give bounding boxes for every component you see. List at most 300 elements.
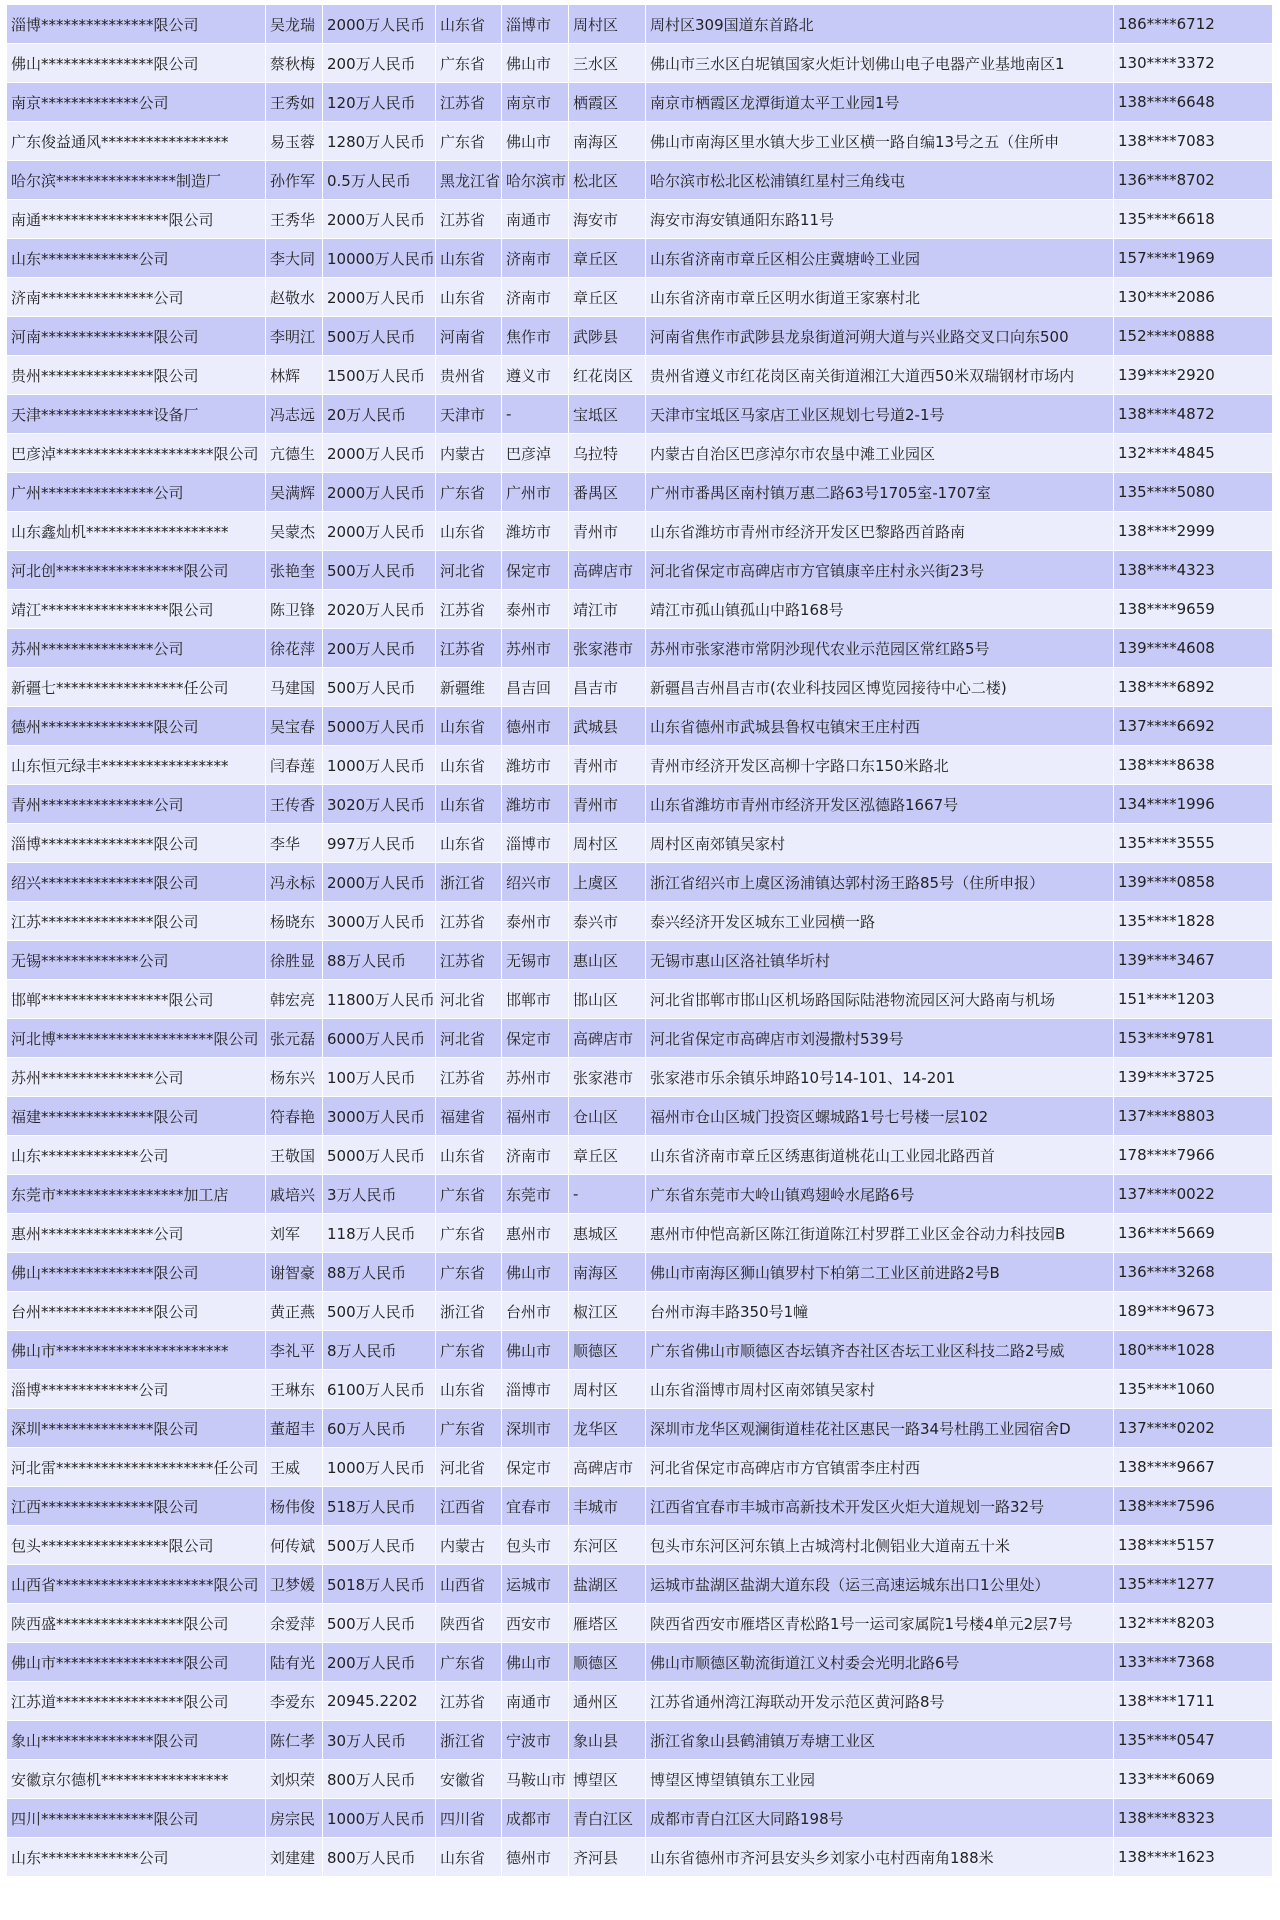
company-name-cell: 河南***************限公司 [7, 317, 266, 356]
phone-cell: 132****4845 [1114, 434, 1273, 473]
province-cell: 黑龙江省 [436, 161, 502, 200]
company-name-cell: 新疆七*****************任公司 [7, 668, 266, 707]
province-cell: 河北省 [436, 1448, 502, 1487]
contact-name-cell: 李爱东 [266, 1682, 323, 1721]
district-cell: 盐湖区 [569, 1565, 646, 1604]
contact-name-cell: 冯永标 [266, 863, 323, 902]
registered-capital-cell: 6000万人民币 [323, 1019, 436, 1058]
table-row [7, 980, 1273, 1019]
province-cell: 河北省 [436, 1019, 502, 1058]
phone-cell: 178****7966 [1114, 1136, 1273, 1175]
company-name-cell: 山东*************公司 [7, 1838, 266, 1877]
contact-name-cell: 余爱萍 [266, 1604, 323, 1643]
province-cell: 广东省 [436, 1643, 502, 1682]
registered-capital-cell: 2000万人民币 [323, 278, 436, 317]
registered-capital-cell: 88万人民币 [323, 1253, 436, 1292]
company-name-cell: 苏州***************公司 [7, 629, 266, 668]
table-row [7, 1019, 1273, 1058]
city-cell: 运城市 [502, 1565, 569, 1604]
province-cell: 安徽省 [436, 1760, 502, 1799]
province-cell: 浙江省 [436, 1292, 502, 1331]
contact-name-cell: 陈仁孝 [266, 1721, 323, 1760]
registered-capital-cell: 8万人民币 [323, 1331, 436, 1370]
city-cell: 佛山市 [502, 1643, 569, 1682]
table-row [7, 1487, 1273, 1526]
address-cell: 山东省济南市章丘区相公庄冀塘岭工业园 [646, 239, 1114, 278]
company-name-cell: 河北博*********************限公司 [7, 1019, 266, 1058]
address-cell: 新疆昌吉州昌吉市(农业科技园区博览园接待中心二楼) [646, 668, 1114, 707]
district-cell: 番禺区 [569, 473, 646, 512]
province-cell: 山东省 [436, 239, 502, 278]
phone-cell: 133****6069 [1114, 1760, 1273, 1799]
address-cell: 周村区309国道东首路北 [646, 5, 1114, 44]
company-name-cell: 南通*****************限公司 [7, 200, 266, 239]
table-row [7, 1682, 1273, 1721]
province-cell: 内蒙古 [436, 1526, 502, 1565]
address-cell: 博望区博望镇镇东工业园 [646, 1760, 1114, 1799]
contact-name-cell: 林辉 [266, 356, 323, 395]
phone-cell: 135****1828 [1114, 902, 1273, 941]
city-cell: 惠州市 [502, 1214, 569, 1253]
table-row [7, 1643, 1273, 1682]
contact-name-cell: 杨东兴 [266, 1058, 323, 1097]
registered-capital-cell: 997万人民币 [323, 824, 436, 863]
registered-capital-cell: 10000万人民币 [323, 239, 436, 278]
phone-cell: 138****6648 [1114, 83, 1273, 122]
table-row [7, 668, 1273, 707]
registered-capital-cell: 500万人民币 [323, 551, 436, 590]
table-body [7, 5, 1273, 1877]
table-row [7, 629, 1273, 668]
province-cell: 广东省 [436, 473, 502, 512]
city-cell: 包头市 [502, 1526, 569, 1565]
phone-cell: 137****0202 [1114, 1409, 1273, 1448]
province-cell: 山东省 [436, 1136, 502, 1175]
city-cell: 佛山市 [502, 44, 569, 83]
contact-name-cell: 符春艳 [266, 1097, 323, 1136]
phone-cell: 132****8203 [1114, 1604, 1273, 1643]
city-cell: 台州市 [502, 1292, 569, 1331]
registered-capital-cell: 5000万人民币 [323, 1136, 436, 1175]
city-cell: 邯郸市 [502, 980, 569, 1019]
company-name-cell: 江西***************限公司 [7, 1487, 266, 1526]
registered-capital-cell: 2000万人民币 [323, 5, 436, 44]
table-row [7, 824, 1273, 863]
company-name-cell: 贵州***************限公司 [7, 356, 266, 395]
company-name-cell: 南京*************公司 [7, 83, 266, 122]
registered-capital-cell: 800万人民币 [323, 1760, 436, 1799]
registered-capital-cell: 60万人民币 [323, 1409, 436, 1448]
city-cell: 苏州市 [502, 1058, 569, 1097]
district-cell: 雁塔区 [569, 1604, 646, 1643]
phone-cell: 139****0858 [1114, 863, 1273, 902]
contact-name-cell: 黄正燕 [266, 1292, 323, 1331]
registered-capital-cell: 500万人民币 [323, 317, 436, 356]
address-cell: 浙江省象山县鹤浦镇万寿塘工业区 [646, 1721, 1114, 1760]
district-cell: 红花岗区 [569, 356, 646, 395]
registered-capital-cell: 2000万人民币 [323, 512, 436, 551]
company-name-cell: 苏州***************公司 [7, 1058, 266, 1097]
registered-capital-cell: 500万人民币 [323, 668, 436, 707]
registered-capital-cell: 6100万人民币 [323, 1370, 436, 1409]
table-row [7, 1370, 1273, 1409]
district-cell: 乌拉特 [569, 434, 646, 473]
district-cell: 张家港市 [569, 629, 646, 668]
phone-cell: 137****0022 [1114, 1175, 1273, 1214]
city-cell: 济南市 [502, 278, 569, 317]
table-row [7, 1097, 1273, 1136]
registered-capital-cell: 100万人民币 [323, 1058, 436, 1097]
district-cell: 栖霞区 [569, 83, 646, 122]
contact-name-cell: 孙作军 [266, 161, 323, 200]
phone-cell: 138****8638 [1114, 746, 1273, 785]
province-cell: 广东省 [436, 44, 502, 83]
province-cell: 广东省 [436, 1409, 502, 1448]
district-cell: 周村区 [569, 5, 646, 44]
phone-cell: 138****9659 [1114, 590, 1273, 629]
company-name-cell: 佛山市*****************限公司 [7, 1643, 266, 1682]
province-cell: 广东省 [436, 1331, 502, 1370]
registered-capital-cell: 20万人民币 [323, 395, 436, 434]
address-cell: 广州市番禺区南村镇万惠二路63号1705室-1707室 [646, 473, 1114, 512]
address-cell: 福州市仓山区城门投资区螺城路1号七号楼一层102 [646, 1097, 1114, 1136]
address-cell: 靖江市孤山镇孤山中路168号 [646, 590, 1114, 629]
company-name-cell: 河北雷*********************任公司 [7, 1448, 266, 1487]
phone-cell: 139****3725 [1114, 1058, 1273, 1097]
address-cell: 河北省保定市高碑店市方官镇康辛庄村永兴街23号 [646, 551, 1114, 590]
city-cell: 潍坊市 [502, 512, 569, 551]
table-row [7, 473, 1273, 512]
city-cell: 宁波市 [502, 1721, 569, 1760]
phone-cell: 139****2920 [1114, 356, 1273, 395]
table-row [7, 1175, 1273, 1214]
district-cell: 三水区 [569, 44, 646, 83]
contact-name-cell: 王秀如 [266, 83, 323, 122]
phone-cell: 138****5157 [1114, 1526, 1273, 1565]
phone-cell: 189****9673 [1114, 1292, 1273, 1331]
address-cell: 成都市青白江区大同路198号 [646, 1799, 1114, 1838]
phone-cell: 138****1711 [1114, 1682, 1273, 1721]
registered-capital-cell: 3020万人民币 [323, 785, 436, 824]
table-row [7, 395, 1273, 434]
company-name-cell: 青州***************公司 [7, 785, 266, 824]
contact-name-cell: 蔡秋梅 [266, 44, 323, 83]
address-cell: 佛山市三水区白坭镇国家火炬计划佛山电子电器产业基地南区1 [646, 44, 1114, 83]
city-cell: 绍兴市 [502, 863, 569, 902]
address-cell: 河北省保定市高碑店市刘漫撒村539号 [646, 1019, 1114, 1058]
district-cell: 南海区 [569, 122, 646, 161]
province-cell: 广东省 [436, 122, 502, 161]
district-cell: 邯山区 [569, 980, 646, 1019]
district-cell: 上虞区 [569, 863, 646, 902]
district-cell: 高碑店市 [569, 551, 646, 590]
district-cell: 青州市 [569, 785, 646, 824]
registered-capital-cell: 1000万人民币 [323, 1448, 436, 1487]
phone-cell: 153****9781 [1114, 1019, 1273, 1058]
contact-name-cell: 房宗民 [266, 1799, 323, 1838]
city-cell: 泰州市 [502, 590, 569, 629]
city-cell: 遵义市 [502, 356, 569, 395]
contact-name-cell: 刘军 [266, 1214, 323, 1253]
address-cell: 山东省淄博市周村区南郊镇吴家村 [646, 1370, 1114, 1409]
company-name-cell: 德州***************限公司 [7, 707, 266, 746]
phone-cell: 137****6692 [1114, 707, 1273, 746]
city-cell: 淄博市 [502, 824, 569, 863]
registered-capital-cell: 518万人民币 [323, 1487, 436, 1526]
city-cell: 马鞍山市 [502, 1760, 569, 1799]
district-cell: 通州区 [569, 1682, 646, 1721]
company-name-cell: 象山***************限公司 [7, 1721, 266, 1760]
company-name-cell: 济南***************公司 [7, 278, 266, 317]
phone-cell: 180****1028 [1114, 1331, 1273, 1370]
registered-capital-cell: 1500万人民币 [323, 356, 436, 395]
province-cell: 山东省 [436, 707, 502, 746]
district-cell: 青州市 [569, 512, 646, 551]
address-cell: 天津市宝坻区马家店工业区规划七号道2-1号 [646, 395, 1114, 434]
table-row [7, 1253, 1273, 1292]
province-cell: 山东省 [436, 785, 502, 824]
address-cell: 江西省宜春市丰城市高新技术开发区火炬大道规划一路32号 [646, 1487, 1114, 1526]
company-name-cell: 福建***************限公司 [7, 1097, 266, 1136]
province-cell: 四川省 [436, 1799, 502, 1838]
province-cell: 江苏省 [436, 629, 502, 668]
province-cell: 江苏省 [436, 1682, 502, 1721]
company-name-cell: 深圳***************限公司 [7, 1409, 266, 1448]
phone-cell: 130****3372 [1114, 44, 1273, 83]
phone-cell: 138****7083 [1114, 122, 1273, 161]
district-cell: 靖江市 [569, 590, 646, 629]
province-cell: 河北省 [436, 980, 502, 1019]
contact-name-cell: 王琳东 [266, 1370, 323, 1409]
table-row [7, 434, 1273, 473]
table-row [7, 278, 1273, 317]
phone-cell: 135****1277 [1114, 1565, 1273, 1604]
company-name-cell: 山东恒元绿丰***************** [7, 746, 266, 785]
city-cell: 成都市 [502, 1799, 569, 1838]
company-name-cell: 淄博***************限公司 [7, 5, 266, 44]
address-cell: 江苏省通州湾江海联动开发示范区黄河路8号 [646, 1682, 1114, 1721]
phone-cell: 135****0547 [1114, 1721, 1273, 1760]
province-cell: 江苏省 [436, 1058, 502, 1097]
city-cell: 南通市 [502, 200, 569, 239]
province-cell: 山东省 [436, 746, 502, 785]
province-cell: 江苏省 [436, 200, 502, 239]
district-cell: 海安市 [569, 200, 646, 239]
address-cell: 山东省济南市章丘区绣惠街道桃花山工业园北路西首 [646, 1136, 1114, 1175]
contact-name-cell: 杨伟俊 [266, 1487, 323, 1526]
phone-cell: 151****1203 [1114, 980, 1273, 1019]
registered-capital-cell: 1280万人民币 [323, 122, 436, 161]
contact-name-cell: 王敬国 [266, 1136, 323, 1175]
address-cell: 惠州市仲恺高新区陈江街道陈江村罗群工业区金谷动力科技园B [646, 1214, 1114, 1253]
registered-capital-cell: 2000万人民币 [323, 863, 436, 902]
city-cell: 德州市 [502, 707, 569, 746]
table-row [7, 941, 1273, 980]
province-cell: 山西省 [436, 1565, 502, 1604]
company-name-cell: 淄博*************公司 [7, 1370, 266, 1409]
address-cell: 陕西省西安市雁塔区青松路1号一运司家属院1号楼4单元2层7号 [646, 1604, 1114, 1643]
table-row [7, 512, 1273, 551]
registered-capital-cell: 200万人民币 [323, 44, 436, 83]
city-cell: 焦作市 [502, 317, 569, 356]
company-name-cell: 陕西盛*****************限公司 [7, 1604, 266, 1643]
city-cell: - [502, 395, 569, 434]
registered-capital-cell: 1000万人民币 [323, 1799, 436, 1838]
company-name-cell: 江苏***************限公司 [7, 902, 266, 941]
phone-cell: 186****6712 [1114, 5, 1273, 44]
phone-cell: 136****3268 [1114, 1253, 1273, 1292]
city-cell: 佛山市 [502, 122, 569, 161]
district-cell: 张家港市 [569, 1058, 646, 1097]
district-cell: 丰城市 [569, 1487, 646, 1526]
company-name-cell: 江苏道*****************限公司 [7, 1682, 266, 1721]
registered-capital-cell: 3万人民币 [323, 1175, 436, 1214]
contact-name-cell: 王威 [266, 1448, 323, 1487]
registered-capital-cell: 0.5万人民币 [323, 161, 436, 200]
table-row [7, 590, 1273, 629]
province-cell: 江苏省 [436, 902, 502, 941]
table-row [7, 746, 1273, 785]
phone-cell: 138****6892 [1114, 668, 1273, 707]
contact-name-cell: 亢德生 [266, 434, 323, 473]
registered-capital-cell: 5000万人民币 [323, 707, 436, 746]
contact-name-cell: 陈卫锋 [266, 590, 323, 629]
company-name-cell: 佛山***************限公司 [7, 1253, 266, 1292]
address-cell: 广东省东莞市大岭山镇鸡翅岭水尾路6号 [646, 1175, 1114, 1214]
company-name-cell: 山东鑫灿机******************* [7, 512, 266, 551]
city-cell: 广州市 [502, 473, 569, 512]
province-cell: 广东省 [436, 1253, 502, 1292]
province-cell: 内蒙古 [436, 434, 502, 473]
contact-name-cell: 卫梦媛 [266, 1565, 323, 1604]
province-cell: 河北省 [436, 551, 502, 590]
province-cell: 广东省 [436, 1175, 502, 1214]
table-row [7, 83, 1273, 122]
phone-cell: 135****1060 [1114, 1370, 1273, 1409]
province-cell: 浙江省 [436, 1721, 502, 1760]
registered-capital-cell: 2020万人民币 [323, 590, 436, 629]
company-name-cell: 无锡*************公司 [7, 941, 266, 980]
address-cell: 佛山市南海区狮山镇罗村下柏第二工业区前进路2号B [646, 1253, 1114, 1292]
city-cell: 福州市 [502, 1097, 569, 1136]
table-row [7, 1721, 1273, 1760]
city-cell: 保定市 [502, 551, 569, 590]
district-cell: 武城县 [569, 707, 646, 746]
company-name-cell: 淄博***************限公司 [7, 824, 266, 863]
district-cell: 宝坻区 [569, 395, 646, 434]
registered-capital-cell: 200万人民币 [323, 1643, 436, 1682]
contact-name-cell: 杨晓东 [266, 902, 323, 941]
district-cell: 椒江区 [569, 1292, 646, 1331]
city-cell: 佛山市 [502, 1253, 569, 1292]
contact-name-cell: 张元磊 [266, 1019, 323, 1058]
city-cell: 昌吉回 [502, 668, 569, 707]
address-cell: 南京市栖霞区龙潭街道太平工业园1号 [646, 83, 1114, 122]
province-cell: 山东省 [436, 512, 502, 551]
registered-capital-cell: 2000万人民币 [323, 434, 436, 473]
city-cell: 佛山市 [502, 1331, 569, 1370]
district-cell: 惠城区 [569, 1214, 646, 1253]
city-cell: 德州市 [502, 1838, 569, 1877]
contact-name-cell: 吴满辉 [266, 473, 323, 512]
table-row [7, 1448, 1273, 1487]
table-row [7, 863, 1273, 902]
contact-name-cell: 谢智豪 [266, 1253, 323, 1292]
city-cell: 哈尔滨市 [502, 161, 569, 200]
address-cell: 河南省焦作市武陟县龙泉街道河朔大道与兴业路交叉口向东500 [646, 317, 1114, 356]
company-name-cell: 安徽京尔德机***************** [7, 1760, 266, 1799]
province-cell: 山东省 [436, 1838, 502, 1877]
table-row [7, 5, 1273, 44]
table-row [7, 1526, 1273, 1565]
contact-name-cell: 李华 [266, 824, 323, 863]
district-cell: 高碑店市 [569, 1448, 646, 1487]
province-cell: 山东省 [436, 824, 502, 863]
district-cell: 章丘区 [569, 239, 646, 278]
province-cell: 新疆维 [436, 668, 502, 707]
phone-cell: 139****4608 [1114, 629, 1273, 668]
company-name-cell: 山西省*********************限公司 [7, 1565, 266, 1604]
company-name-cell: 绍兴***************限公司 [7, 863, 266, 902]
table-row [7, 356, 1273, 395]
address-cell: 山东省德州市武城县鲁权屯镇宋王庄村西 [646, 707, 1114, 746]
contact-name-cell: 吴蒙杰 [266, 512, 323, 551]
city-cell: 苏州市 [502, 629, 569, 668]
address-cell: 内蒙古自治区巴彦淖尔市农垦中滩工业园区 [646, 434, 1114, 473]
district-cell: 顺德区 [569, 1643, 646, 1682]
province-cell: 福建省 [436, 1097, 502, 1136]
province-cell: 山东省 [436, 1370, 502, 1409]
company-name-cell: 四川***************限公司 [7, 1799, 266, 1838]
city-cell: 淄博市 [502, 1370, 569, 1409]
contact-name-cell: 张艳奎 [266, 551, 323, 590]
phone-cell: 138****8323 [1114, 1799, 1273, 1838]
city-cell: 东莞市 [502, 1175, 569, 1214]
city-cell: 保定市 [502, 1448, 569, 1487]
company-name-cell: 邯郸*****************限公司 [7, 980, 266, 1019]
company-name-cell: 佛山***************限公司 [7, 44, 266, 83]
phone-cell: 135****3555 [1114, 824, 1273, 863]
address-cell: 青州市经济开发区高柳十字路口东150米路北 [646, 746, 1114, 785]
table-row [7, 1604, 1273, 1643]
company-name-cell: 佛山市*********************** [7, 1331, 266, 1370]
table-row [7, 1292, 1273, 1331]
registered-capital-cell: 120万人民币 [323, 83, 436, 122]
city-cell: 济南市 [502, 239, 569, 278]
contact-name-cell: 陆有光 [266, 1643, 323, 1682]
phone-cell: 133****7368 [1114, 1643, 1273, 1682]
registered-capital-cell: 800万人民币 [323, 1838, 436, 1877]
city-cell: 南通市 [502, 1682, 569, 1721]
phone-cell: 138****9667 [1114, 1448, 1273, 1487]
district-cell: 龙华区 [569, 1409, 646, 1448]
city-cell: 保定市 [502, 1019, 569, 1058]
province-cell: 陕西省 [436, 1604, 502, 1643]
address-cell: 包头市东河区河东镇上古城湾村北侧铝业大道南五十米 [646, 1526, 1114, 1565]
registered-capital-cell: 88万人民币 [323, 941, 436, 980]
district-cell: 昌吉市 [569, 668, 646, 707]
contact-name-cell: 易玉蓉 [266, 122, 323, 161]
address-cell: 哈尔滨市松北区松浦镇红星村三角线屯 [646, 161, 1114, 200]
address-cell: 山东省潍坊市青州市经济开发区巴黎路西首路南 [646, 512, 1114, 551]
contact-name-cell: 董超丰 [266, 1409, 323, 1448]
registered-capital-cell: 200万人民币 [323, 629, 436, 668]
district-cell: 仓山区 [569, 1097, 646, 1136]
contact-name-cell: 戚培兴 [266, 1175, 323, 1214]
city-cell: 西安市 [502, 1604, 569, 1643]
address-cell: 佛山市顺德区勒流街道江义村委会光明北路6号 [646, 1643, 1114, 1682]
address-cell: 苏州市张家港市常阴沙现代农业示范园区常红路5号 [646, 629, 1114, 668]
